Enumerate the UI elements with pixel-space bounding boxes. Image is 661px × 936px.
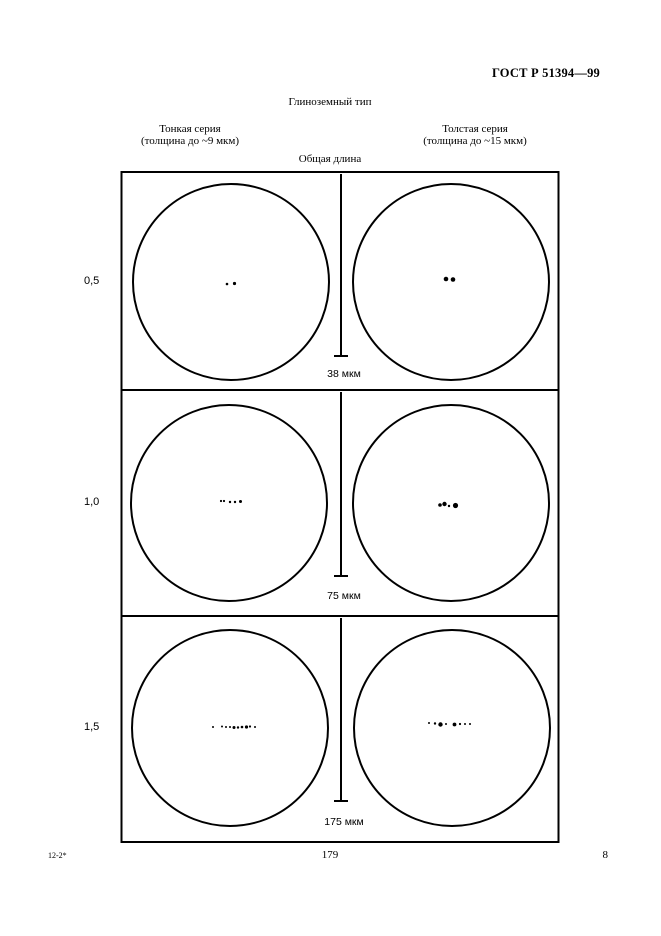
field-circle-thick-1-5 — [354, 630, 550, 826]
inclusions-thin-0-5 — [226, 282, 236, 285]
field-circle-thin-1-0 — [131, 405, 327, 601]
field-circle-thick-1-0 — [353, 405, 549, 601]
scale-bar-1-5 — [334, 618, 348, 801]
footer-page-number: 179 — [321, 849, 339, 861]
scale-label-1-5: 175 мкм — [324, 816, 364, 828]
thick-series-thickness: (толщина до ~15 мкм) — [423, 135, 527, 147]
field-circle-thin-0-5 — [133, 184, 329, 380]
footer-sheet-mark: 12-2* — [48, 851, 67, 860]
standard-number: ГОСТ Р 51394—99 — [491, 66, 600, 80]
scale-bar-0-5 — [334, 174, 348, 356]
figure-type-title: Глиноземный тип — [288, 96, 372, 108]
scale-label-0-5: 38 мкм — [327, 368, 361, 380]
row-label-1-0: 1,0 — [84, 496, 100, 508]
inclusions-thin-1-5 — [212, 725, 256, 729]
scale-bar-1-0 — [334, 392, 348, 576]
thin-series-thickness: (толщина до ~9 мкм) — [140, 135, 240, 147]
row-label-1-5: 1,5 — [84, 721, 100, 733]
thick-series-title: Толстая серия — [442, 123, 508, 135]
thin-series-title: Тонкая серия — [159, 123, 221, 135]
row-label-0-5: 0,5 — [84, 275, 100, 287]
inclusions-thick-1-5 — [428, 722, 471, 727]
total-length-title: Общая длина — [298, 153, 362, 165]
scale-label-1-0: 75 мкм — [327, 590, 361, 602]
footer-right-number: 8 — [602, 849, 608, 861]
field-circle-thick-0-5 — [353, 184, 549, 380]
inclusions-thin-1-0 — [220, 500, 242, 503]
inclusions-thick-0-5 — [444, 277, 456, 282]
inclusions-thick-1-0 — [438, 502, 458, 508]
